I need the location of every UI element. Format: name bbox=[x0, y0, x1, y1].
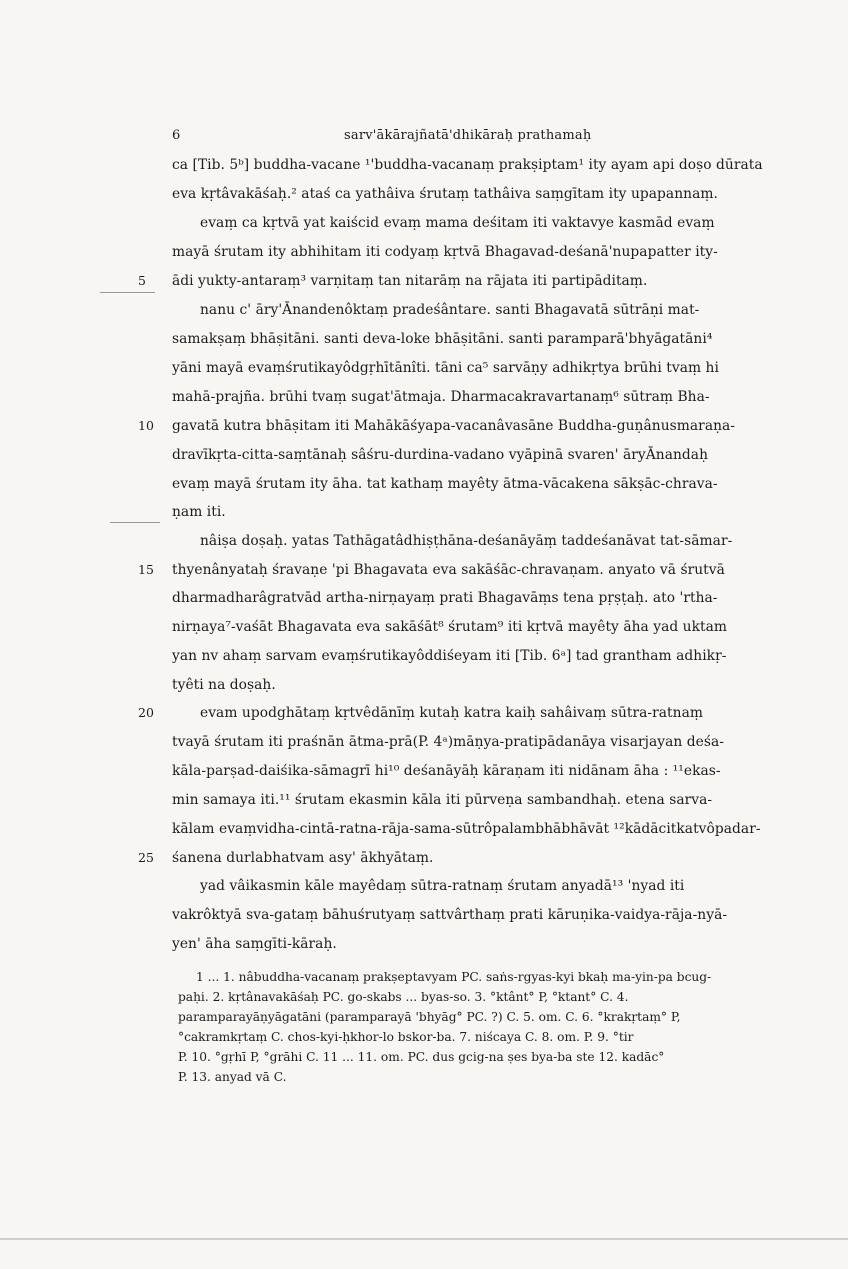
text-line: nirṇaya⁷-vaśāt Bhagavata eva sakāśāt⁸ śrutam⁹ iti kṛtvā mayêty āha yad uktam bbox=[172, 619, 728, 635]
text-line: eva kṛtâvakāśaḥ.² ataś ca yathâiva śrutaṃ tathâiva saṃgītam ity upapannaṃ. bbox=[172, 186, 718, 202]
line-number: 20 bbox=[138, 705, 154, 720]
scan-edge bbox=[0, 1238, 848, 1240]
text-line: śanena durlabhatvam asy' ākhyātaṃ. bbox=[172, 850, 434, 866]
running-head: sarv'ākārajñatā'dhikāraḥ prathamaḥ bbox=[344, 128, 592, 143]
margin-mark bbox=[100, 292, 155, 293]
text-line: nâiṣa doṣaḥ. yatas Tathāgatâdhiṣṭhāna-deśanāyāṃ taddeśanāvat tat-sāmar- bbox=[200, 533, 733, 549]
footnote-line: °cakramkṛtaṃ C. chos-kyi-ḥkhor-lo bskor-ba. 7. niścaya C. 8. om. P. 9. °tir bbox=[178, 1030, 634, 1044]
text-line: dharmadharâgratvād artha-nirṇayaṃ prati Bhagavāṃs tena pṛṣṭaḥ. ato 'rtha- bbox=[172, 590, 718, 606]
text-line: dravīkṛta-citta-saṃtānaḥ sâśru-durdina-vadano vyāpinā svaren' āryĀnandaḥ bbox=[172, 447, 709, 463]
footnote-line: P. 10. °gṛhī P, °grāhi C. 11 ... 11. om. PC. dus gcig-na ṣes bya-ba ste 12. kadāc° bbox=[178, 1050, 665, 1064]
line-number: 15 bbox=[138, 562, 154, 577]
text-line: ca [Tib. 5ᵇ] buddha-vacane ¹'buddha-vacanaṃ prakṣiptam¹ ity ayam api doṣo dūrata bbox=[172, 157, 763, 173]
text-line: yāni mayā evaṃśrutikayôdgṛhītānîti. tāni ca⁵ sarvāṇy adhikṛtya brūhi tvaṃ hi bbox=[172, 360, 719, 376]
text-line: ṇam iti. bbox=[172, 504, 226, 520]
line-number: 10 bbox=[138, 418, 154, 433]
text-line: tvayā śrutam iti praśnān ātma-prā(P. 4ᵃ)māṇya-pratipādanāya visarjayan deśa- bbox=[172, 734, 724, 750]
text-line: kālam evaṃvidha-cintā-ratna-rāja-sama-sūtrôpalambhābhāvāt ¹²kādācitkatvôpadar- bbox=[172, 821, 761, 837]
text-line: ādi yukty-antaraṃ³ varṇitaṃ tan nitarāṃ na rājata iti partipāditaṃ. bbox=[172, 273, 648, 289]
text-line: kāla-parṣad-daiśika-sāmagrī hi¹⁰ deśanāyāḥ kāraṇam iti nidānam āha : ¹¹ekas- bbox=[172, 763, 721, 779]
text-line: min samaya iti.¹¹ śrutam ekasmin kāla iti pūrveṇa sambandhaḥ. etena sarva- bbox=[172, 792, 713, 808]
footnote-line: P. 13. anyad vā C. bbox=[178, 1070, 287, 1084]
text-line: tyêti na doṣaḥ. bbox=[172, 677, 276, 693]
text-line: yan nv ahaṃ sarvam evaṃśrutikayôddiśeyam iti [Tib. 6ᵃ] tad grantham adhikṛ- bbox=[172, 648, 727, 664]
text-line: samakṣaṃ bhāṣitāni. santi deva-loke bhāṣitāni. santi paramparā'bhyāgatāni⁴ bbox=[172, 331, 713, 347]
text-line: evaṃ ca kṛtvā yat kaiścid evaṃ mama deśitam iti vaktavye kasmād evaṃ bbox=[200, 215, 715, 231]
page-number: 6 bbox=[172, 128, 181, 143]
text-line: yad vâikasmin kāle mayêdaṃ sūtra-ratnaṃ śrutam anyadā¹³ 'nyad iti bbox=[200, 878, 685, 894]
text-line: vakrôktyā sva-gataṃ bāhuśrutyaṃ sattvârthaṃ prati kāruṇika-vaidya-rāja-nyā- bbox=[172, 907, 728, 923]
footnote-line: paramparayāṇyāgatāni (paramparayā 'bhyāg° PC. ?) C. 5. om. C. 6. °krakṛtaṃ° P, bbox=[178, 1010, 681, 1024]
text-line: nanu c' āry'Ānandenôktaṃ pradeśântare. santi Bhagavatā sūtrāṇi mat- bbox=[200, 302, 700, 318]
text-line: mahā-prajña. brūhi tvaṃ sugat'ātmaja. Dharmacakravartanaṃ⁶ sūtraṃ Bha- bbox=[172, 389, 710, 405]
text-line: evam upodghātaṃ kṛtvêdānīṃ kutaḥ katra kaiḥ sahâivaṃ sūtra-ratnaṃ bbox=[200, 705, 703, 721]
footnote-line: paḥi. 2. kṛtânavakāśaḥ PC. go-skabs ... byas-so. 3. °ktânt° P, °ktant° C. 4. bbox=[178, 990, 629, 1004]
text-line: evaṃ mayā śrutam ity āha. tat kathaṃ mayêty ātma-vācakena sākṣāc-chrava- bbox=[172, 476, 718, 492]
text-line: gavatā kutra bhāṣitam iti Mahākāśyapa-vacanâvasāne Buddha-guṇânusmaraṇa- bbox=[172, 418, 736, 434]
text-line: thyenânyataḥ śravaṇe 'pi Bhagavata eva sakāśāc-chravaṇam. anyato vā śrutvā bbox=[172, 562, 725, 578]
text-line: mayā śrutam ity abhihitam iti codyaṃ kṛtvā Bhagavad-deśanā'nupapatter ity- bbox=[172, 244, 718, 260]
text-line: yen' āha saṃgīti-kāraḥ. bbox=[172, 936, 337, 952]
line-number: 5 bbox=[138, 273, 146, 288]
margin-mark bbox=[110, 522, 160, 523]
line-number: 25 bbox=[138, 850, 154, 865]
page-header bbox=[172, 128, 772, 148]
footnote-line: 1 ... 1. nâbuddha-vacanaṃ prakṣeptavyam PC. saṅs-rgyas-kyi bkaḥ ma-yin-pa bcug- bbox=[196, 970, 712, 984]
